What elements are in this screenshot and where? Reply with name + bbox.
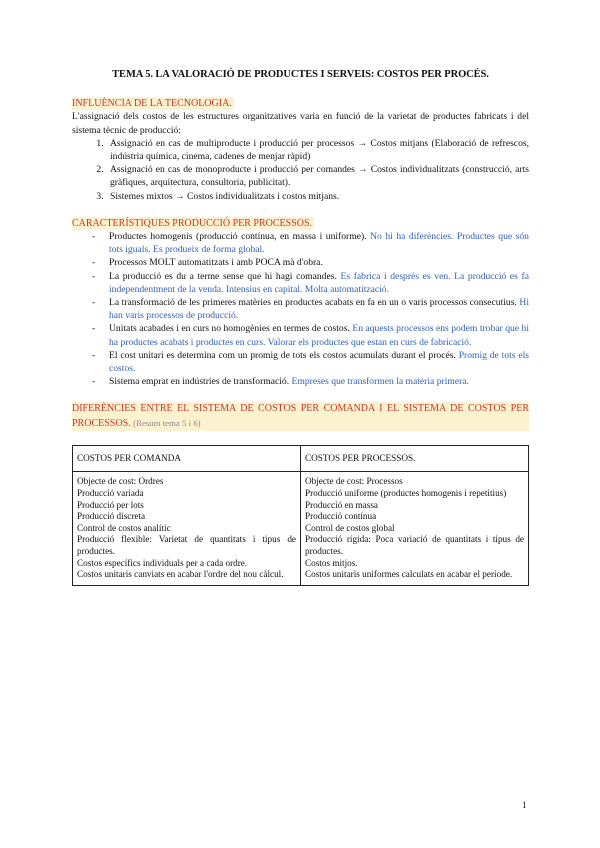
list-item: 2. Assignació en cas de monoproducte i producció per comandes → Costos individualitzats (construcció, arts gràfiques, arquitectura, consultoria, publicitat). [106, 163, 529, 189]
table-cell-line: Producció rígida: Poca variació de quantitats i tipus de productes. [305, 534, 524, 557]
section-intro: L'assignació dels costos de les estructures organitzatives varia en funció de la varietat de productes fabricats i del sistema tècnic de producció: [72, 111, 529, 136]
table-cell-line: Costos mitjos. [305, 557, 358, 568]
item-note: Es fabrica i després es ven. La producció es fa independentment de la venda. Intensius en capital. Molta automatització. [109, 270, 529, 295]
section-heading-characteristics: CARACTERÍSTIQUES PRODUCCIÓ PER PROCESSOS. [72, 217, 313, 229]
table-cell-line: Producció flexible: Varietat de quantitats i tipus de productes. [77, 534, 296, 557]
table-cell-line: Producció contínua [305, 511, 377, 522]
table-cell-line: Producció uniforme (productes homogenis i repetitius) [305, 488, 507, 499]
item-note: Hi han varis processos de producció. [109, 297, 530, 322]
item-text: Productes homogenis (producció contínua, en massa i uniforme). [109, 231, 367, 243]
list-item [72, 270, 529, 296]
table-cell-line: Producció variada [77, 488, 144, 499]
item-text: La transformació de les primeres matèries en productes acabats en fa en un o varis processos consecutius. [109, 297, 517, 309]
item-note: No hi ha diferències. Productes que són tots iguals. Es produeix de forma global. [109, 231, 529, 256]
characteristics-list [72, 230, 529, 388]
document-title: TEMA 5. LA VALORACIÓ DE PRODUCTES I SERVEIS: COSTOS PER PROCÉS. [112, 69, 489, 80]
table-cell-line: Objecte de cost: Ordres [77, 476, 164, 487]
table-cell-line: Costos unitaris canviats en acabar l'ordre del nou càlcul. [77, 569, 284, 580]
comanda-characteristics [73, 472, 301, 585]
item-note: Promig de tots els costos. [109, 349, 529, 375]
list-item [72, 256, 529, 269]
list-item: 1. Assignació en cas de multiproducte i producció per processos → Costos mitjans (Elaboració de refrescos, indústria química, cinema, cadenes de menjar ràpid) [106, 137, 529, 163]
item-note: Empreses que transformen la matèria primera. [291, 376, 469, 388]
section-heading-differences: DIFERÈNCIES ENTRE EL SISTEMA DE COSTOS PER COMANDA I EL SISTEMA DE COSTOS PER PROCESSOS. (Resum tema 5 i 6) [72, 403, 529, 430]
section-technology [72, 97, 529, 203]
item-text: Processos MOLT automatitzats i amb POCA mà d'obra. [109, 257, 323, 269]
document-page [72, 68, 529, 586]
table-cell-line: Costos unitaris uniformes calculats en acabar el període. [305, 569, 513, 580]
table-cell-line: Control de costos global [305, 522, 395, 533]
item-text: Unitats acabades i en curs no homogènies en termes de costos. [109, 323, 350, 335]
list-item: 3. Sistemes mixtos → Costos individualitzats i costos mitjans. [106, 190, 529, 203]
column-header-comanda: COSTOS PER COMANDA [73, 446, 301, 472]
table-cell-line: Objecte de cost: Processos [305, 476, 403, 487]
table-cell-line: Producció en massa [305, 499, 378, 510]
processos-characteristics [301, 472, 529, 585]
comparison-table [72, 445, 529, 585]
list-item [72, 230, 529, 256]
item-text: Sistema emprat en indústries de transformació. [109, 376, 290, 388]
section-differences [72, 402, 529, 431]
list-item [72, 349, 529, 375]
item-text: El cost unitari es determina com un promig de tots els costos acumulats durant el procés. [109, 349, 456, 361]
table-cell-line: Costos específics individuals per a cada ordre. [77, 557, 248, 568]
table-cell-line: Producció discreta [77, 511, 146, 522]
section-heading-technology: INFLUÈNCIA DE LA TECNOLOGIA. [72, 98, 232, 110]
page-number: 1 [522, 800, 527, 810]
list-item [72, 322, 529, 348]
list-item [72, 375, 529, 388]
column-header-processos: COSTOS PER PROCESSOS. [301, 446, 529, 472]
list-item [72, 296, 529, 322]
item-note: En aquests processos ens podem trobar que hi ha productes acabats i productes en curs. Valorar els productes que estan en curs de fabricació. [109, 323, 529, 348]
table-cell-line: Control de costos analític [77, 522, 171, 533]
summary-note: (Resum tema 5 i 6) [133, 418, 201, 429]
item-text: La producció es du a terme sense que hi hagi comandes. [109, 270, 337, 282]
section-characteristics [72, 217, 529, 389]
table-cell-line: Producció per lots [77, 499, 144, 510]
assignment-list [72, 137, 529, 203]
